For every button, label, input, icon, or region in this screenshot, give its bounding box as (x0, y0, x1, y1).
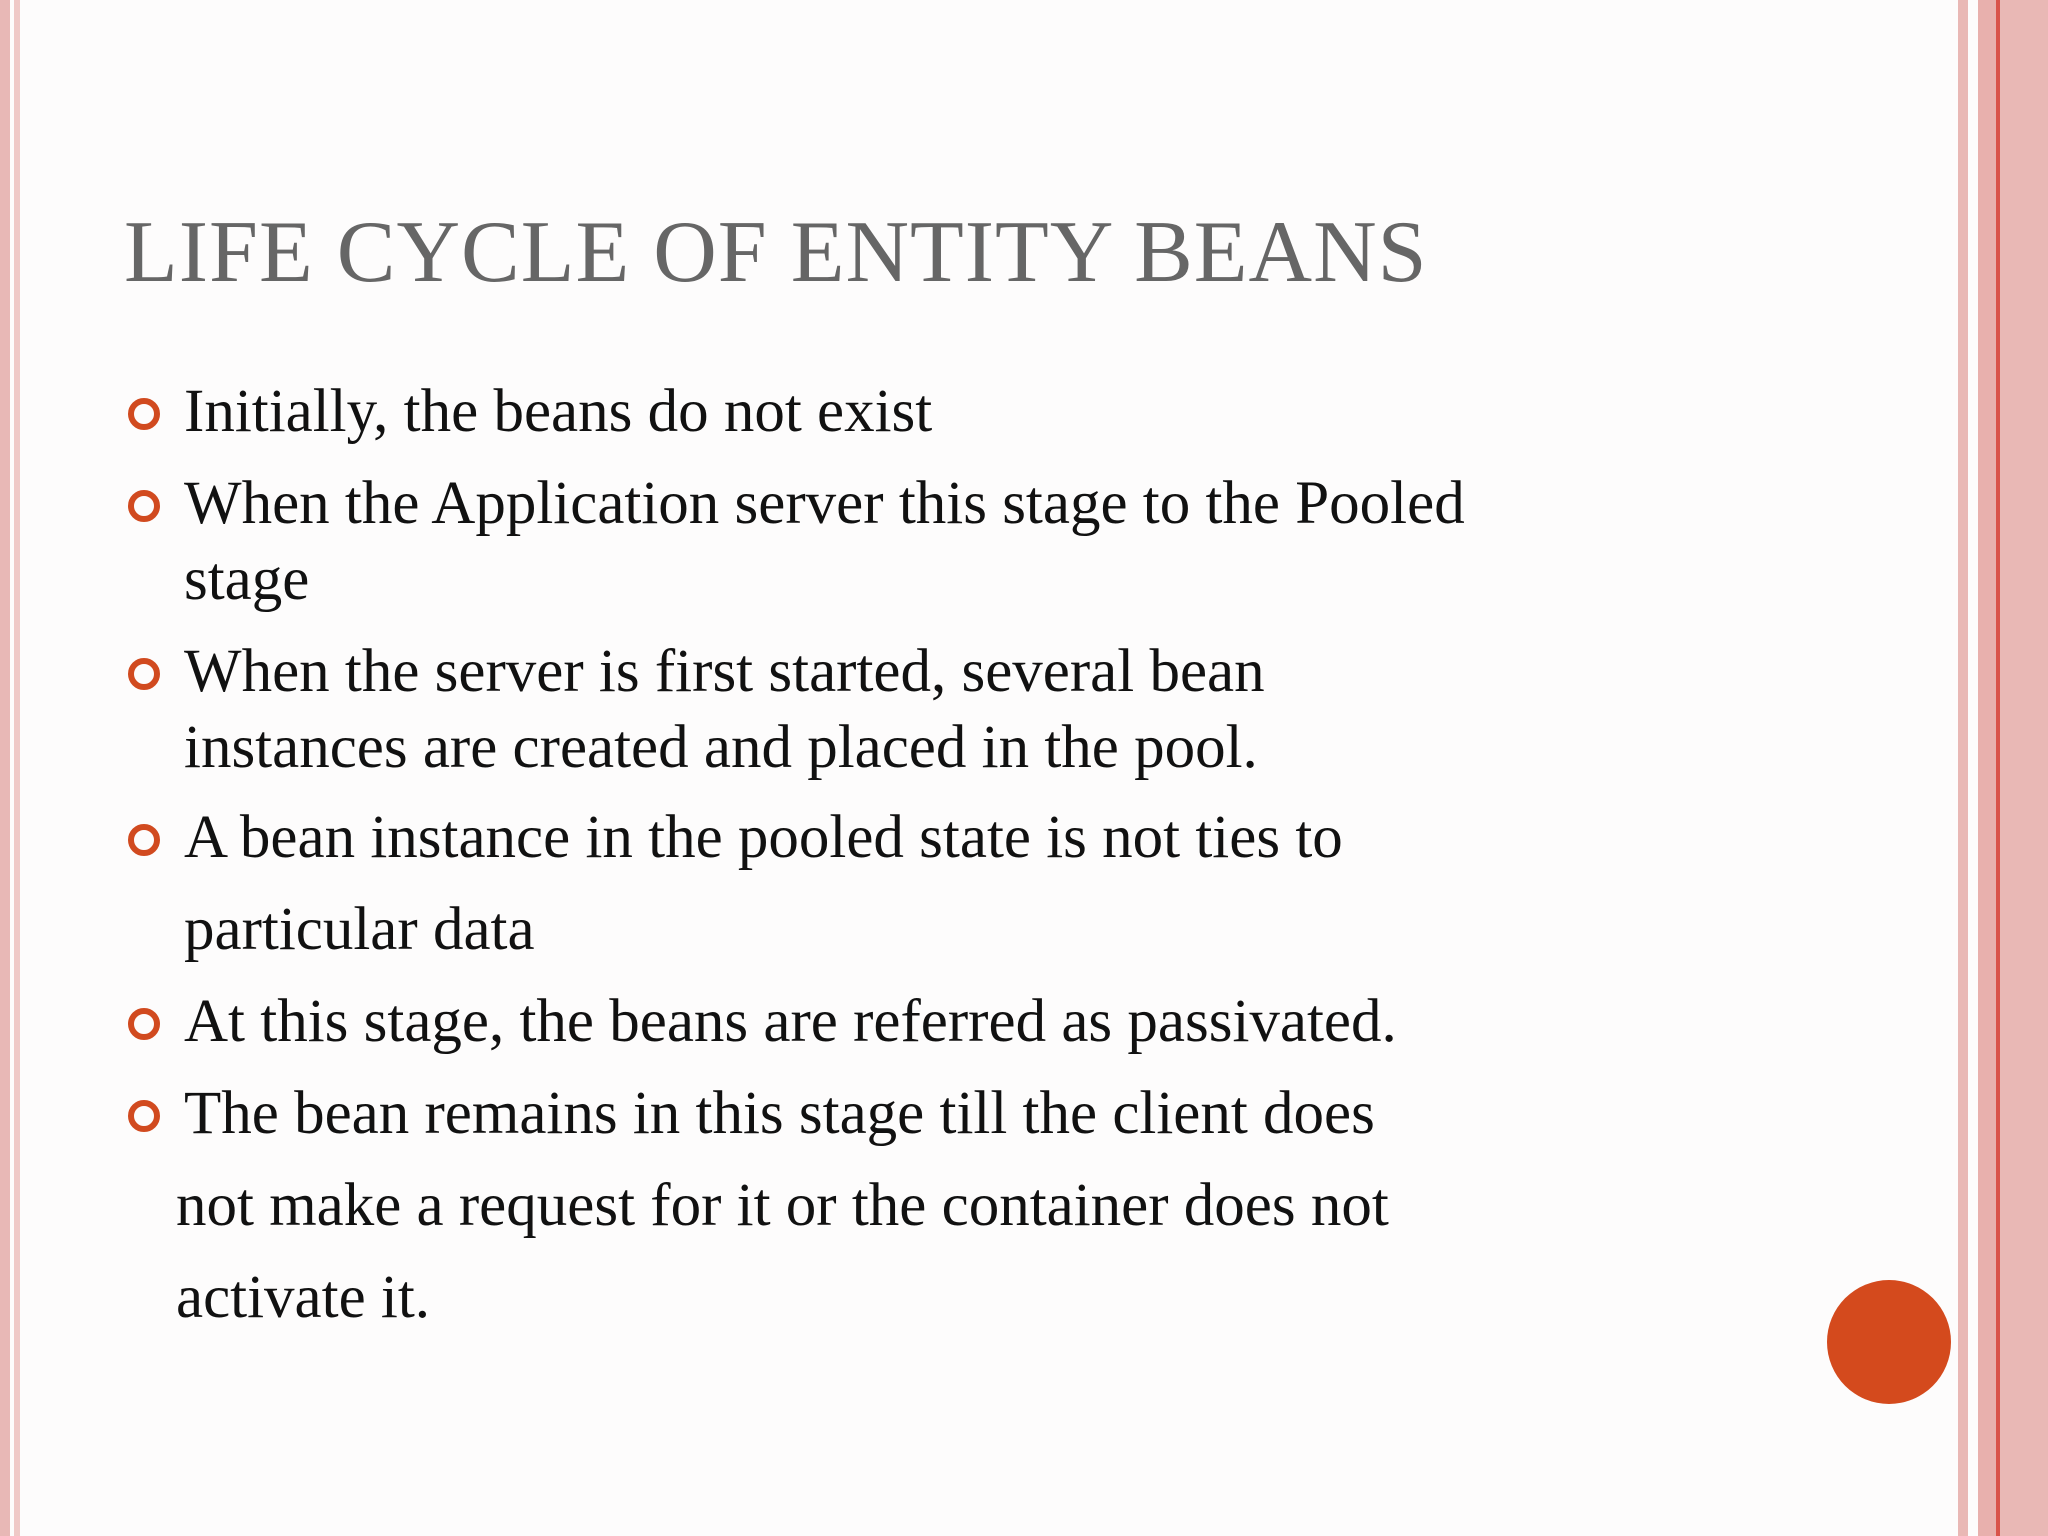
left-border-stripe (0, 0, 10, 1536)
left-border-stripe-inner (14, 0, 20, 1536)
accent-circle (1827, 1280, 1951, 1404)
bullet-circle-icon (128, 1008, 160, 1040)
bullet-line: instances are created and placed in the pool. (184, 714, 1258, 781)
right-border-stripe (1958, 0, 1968, 1536)
bullet-line: activate it. (176, 1264, 431, 1331)
bullet-circle-icon (128, 658, 160, 690)
bullet-line: not make a request for it or the container does not (176, 1172, 1389, 1239)
bullet-line: The bean remains in this stage till the client does (184, 1080, 1375, 1147)
bullet-line: When the server is first started, several bean (184, 638, 1265, 705)
bullet-line: When the Application server this stage to the Pooled (184, 470, 1465, 537)
bullet-line: stage (184, 546, 310, 613)
right-border-stripe-outer (2000, 0, 2048, 1536)
bullet-line: At this stage, the beans are referred as passivated. (184, 988, 1397, 1055)
right-border-stripe-wide (1978, 0, 1996, 1536)
bullet-line: Initially, the beans do not exist (184, 378, 933, 445)
bullet-circle-icon (128, 1100, 160, 1132)
bullet-circle-icon (128, 490, 160, 522)
slide-title: LIFE CYCLE OF ENTITY BEANS (124, 204, 1428, 301)
bullet-line: A bean instance in the pooled state is not ties to (184, 804, 1343, 871)
bullet-line: particular data (184, 896, 535, 963)
bullet-circle-icon (128, 824, 160, 856)
bullet-list (124, 0, 1744, 1536)
bullet-circle-icon (128, 398, 160, 430)
